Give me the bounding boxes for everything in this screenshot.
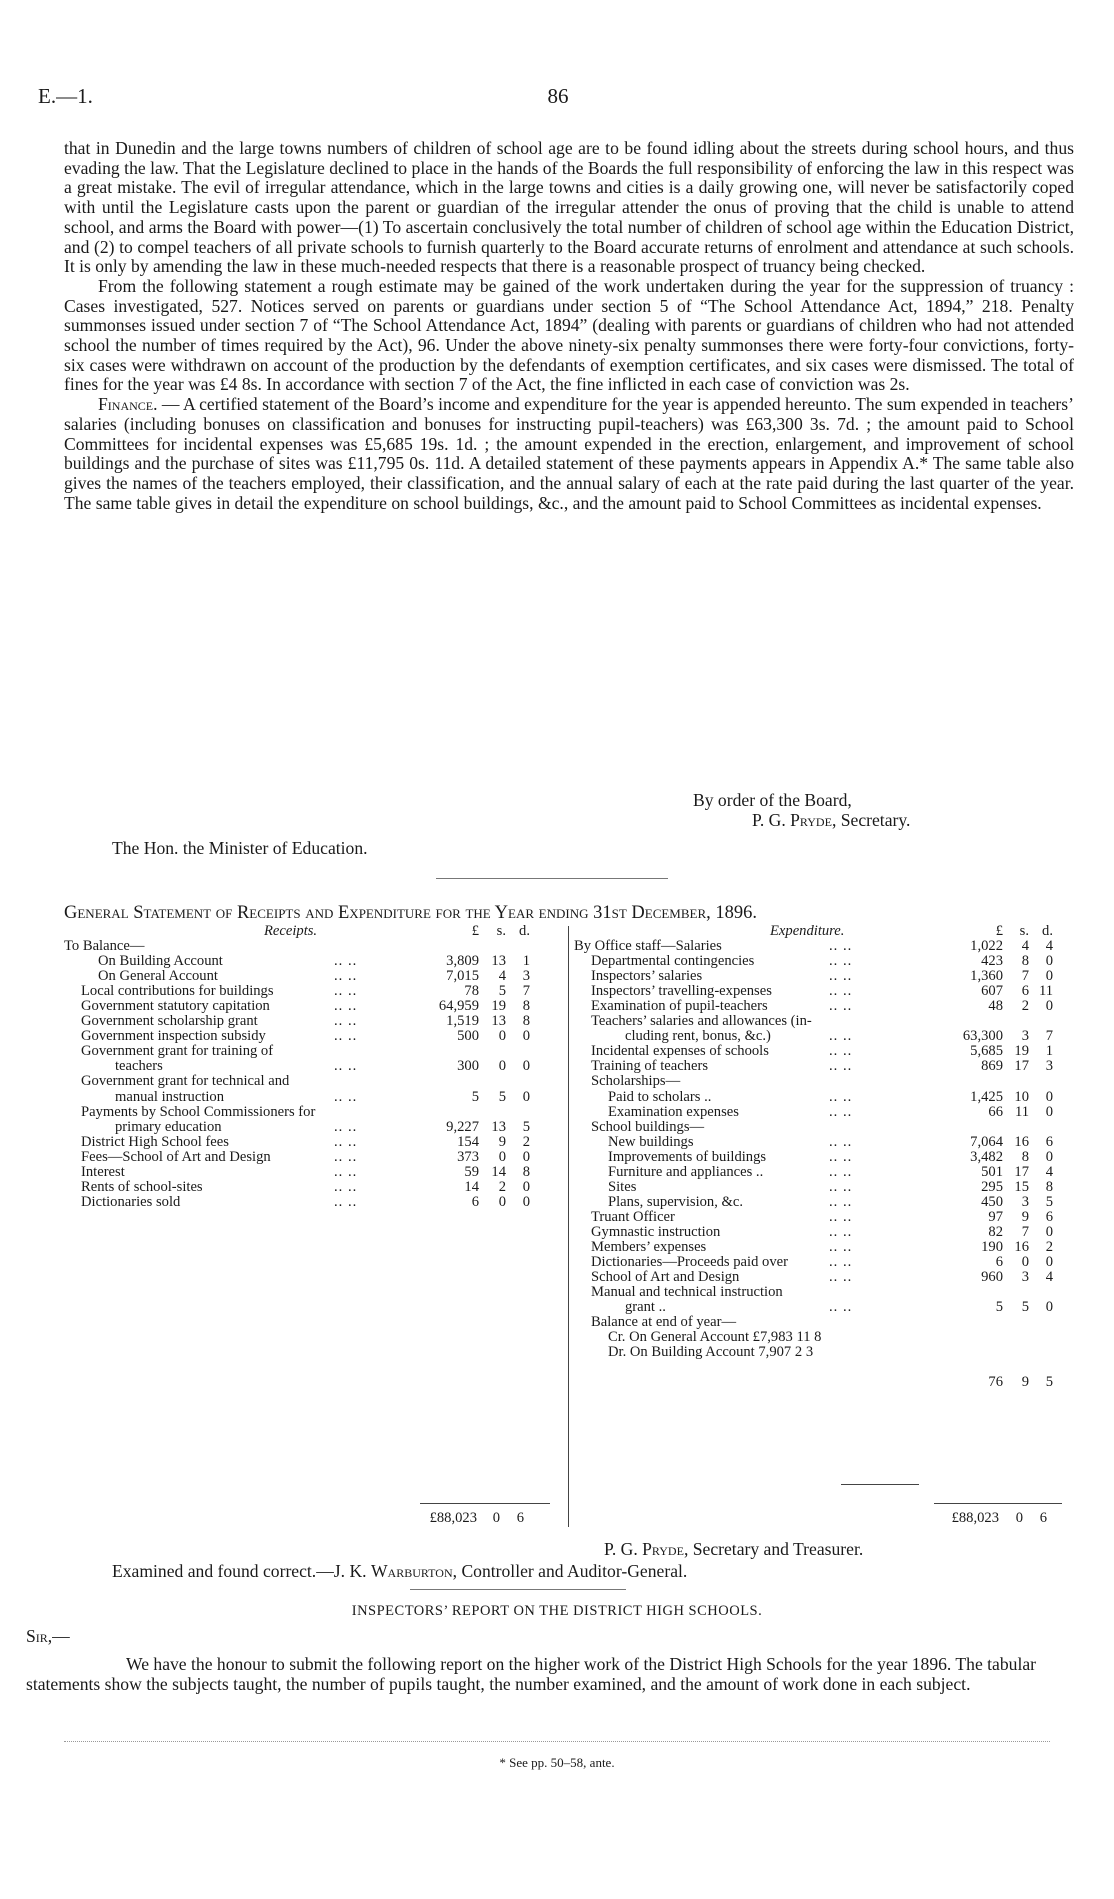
expenditure-leader-dots: .. .. [829,1088,853,1105]
expenditure-label: Teachers’ salaries and allowances (in- [591,1013,812,1030]
expenditure-amount-shillings: 16 [1014,1238,1029,1255]
expenditure-amount-pounds: 48 [988,998,1003,1015]
expenditure-amount-pounds: 97 [988,1208,1003,1225]
receipts-amount-pounds: 373 [457,1148,479,1165]
expenditure-amount-pounds: 607 [981,983,1003,1000]
receipts-label: Fees—School of Art and Design [81,1148,271,1165]
receipts-amount-pounds: 1,519 [446,1013,479,1030]
receipts-row [64,1074,566,1089]
expenditure-amount-shillings: 19 [1014,1043,1029,1060]
expenditure-label: Inspectors’ salaries [591,968,703,985]
expenditure-total [933,1510,1063,1528]
finance-text: — A certified statement of the Board’s income and expenditure for the year is appended hereunto. The sum expended in teachers’ salaries (including bonuses on classification and bonuses for instructing pupil-teachers) was £63,300 3s. 7d. ; the amount paid to School Committees for incidental expenses was £5,685 19s. 1d. ; the amount expended in the erection, enlargement, and improvement of school buildings and the purchase of sites was £11,795 0s. 11d. A detailed statement of these payments appears in Appendix A.* The same table also gives the names of the teachers employed, their classification, and the annual salary of each at the rate paid during the last quarter of the year. The same table gives in detail the expenditure on school buildings, &c., and the amount paid to School Committees as incidental expenses. [64,394,1074,513]
receipts-amount-shillings: 0 [498,1193,506,1210]
expenditure-amount-pence: 0 [1045,998,1053,1015]
expenditure-amount-shillings: 10 [1014,1088,1029,1105]
expenditure-row [574,954,1078,969]
receipts-amount-pounds: 9,227 [446,1118,479,1135]
expenditure-amount-pence: 0 [1045,953,1053,970]
expenditure-amount-shillings: 5 [1021,1299,1029,1316]
expenditure-label: Members’ expenses [591,1238,707,1255]
parliamentary-paper-ref: E.—1. [38,84,93,108]
receipts-label: To Balance— [64,938,145,955]
receipts-leader-dots: .. .. [334,1133,358,1150]
expenditure-amount-pounds: 1,360 [970,968,1003,985]
expenditure-leader-dots: .. .. [829,1028,853,1045]
expenditure-label: cluding rent, bonus, &c.) [625,1028,771,1045]
expenditure-row [574,939,1078,954]
receipts-leader-dots: .. .. [334,1028,358,1045]
expenditure-label: Improvements of buildings [608,1148,767,1165]
receipts-amount-shillings: 14 [491,1163,506,1180]
expenditure-amount-pence: 0 [1045,1223,1053,1240]
receipts-amount-pounds: 64,959 [438,998,479,1015]
receipts-amount-shillings: 5 [498,1088,506,1105]
expenditure-amount-shillings: 9 [1021,1208,1029,1225]
expenditure-amount-pence: 4 [1045,938,1053,955]
receipts-amount-pence: 0 [522,1148,530,1165]
expenditure-label: School of Art and Design [591,1269,740,1286]
expenditure-row [574,999,1078,1014]
receipts-row [64,1090,566,1105]
signoff-secretary [752,810,910,831]
expenditure-row [574,1074,1078,1089]
pounds-header: £ [471,923,479,939]
secretary-title: , Secretary. [831,810,911,830]
treasurer-signature [604,1539,863,1560]
receipts-total-shillings: 0 [492,1510,500,1526]
expenditure-row [574,1044,1078,1059]
auditor-title: , Controller and Auditor-General. [452,1561,688,1581]
receipts-leader-dots: .. .. [334,1058,358,1075]
expenditure-row [574,1375,1078,1390]
pence-header: d. [519,923,530,939]
expenditure-row [574,969,1078,984]
expenditure-amount-shillings: 3 [1021,1028,1029,1045]
expenditure-row [574,1270,1078,1285]
expenditure-amount-shillings: 6 [1021,983,1029,1000]
receipts-amount-shillings: 4 [498,968,506,985]
signoff-order: By order of the Board, [693,790,852,810]
expenditure-row [574,1195,1078,1210]
receipts-amount-shillings: 13 [491,953,506,970]
expenditure-amount-shillings: 11 [1014,1103,1029,1120]
receipts-leader-dots: .. .. [334,953,358,970]
expenditure-label: Inspectors’ travelling-expenses [591,983,772,1000]
balance-subtotal-rule [841,1484,919,1485]
expenditure-amount-pounds: 190 [981,1238,1003,1255]
finance-heading: Finance. [98,394,158,415]
receipts-label: Rents of school-sites [81,1178,203,1195]
receipts-row [64,1165,566,1180]
expenditure-amount-shillings: 8 [1021,953,1029,970]
receipts-row [64,1195,566,1210]
receipts-label: Payments by School Commissioners for [81,1103,316,1120]
expenditure-amount-pounds: 5 [995,1299,1003,1316]
expenditure-label: Furniture and appliances .. [608,1163,764,1180]
page-number: 86 [547,84,569,108]
auditor-signature [112,1561,687,1582]
expenditure-total-shillings: 0 [1015,1510,1023,1526]
expenditure-amount-pounds: 66 [988,1103,1003,1120]
expenditure-row [574,1180,1078,1195]
expenditure-leader-dots: .. .. [829,1208,853,1225]
auditor-name: Warburton [370,1561,453,1581]
receipts-leader-dots: .. .. [334,1193,358,1210]
expenditure-amount-pence: 5 [1045,1374,1053,1391]
receipts-total [421,1510,551,1528]
expenditure-row [574,1150,1078,1165]
receipts-label: Government grant for training of [81,1043,274,1060]
expenditure-label: By Office staff—Salaries [574,938,722,955]
shillings-header: s. [1019,923,1029,939]
receipts-total-pounds: £88,023 [429,1510,477,1526]
expenditure-leader-dots: .. .. [829,1178,853,1195]
expenditure-row [574,1090,1078,1105]
statement-title: General Statement of Receipts and Expenditure for the Year ending 31st December, 1896. [64,903,758,923]
receipts-amount-pence: 8 [522,1013,530,1030]
expenditure-row [574,1315,1078,1330]
expenditure-amount-pence: 2 [1045,1238,1053,1255]
receipts-row [64,969,566,984]
receipts-label: manual instruction [115,1088,225,1105]
receipts-leader-dots: .. .. [334,1118,358,1135]
paragraph-truancy-statistics: From the following statement a rough estimate may be gained of the work undertaken during the year for the suppression of truancy : Cases investigated, 527. Notices served on parents or guardians under section 5 of “The School Attendance Act, 1894,” 218. Penalty summonses issued under section 7 of “The School Attendance Act, 1894” (dealing with parents or guardians of children who had not attended school the number of times required by the Act), 96. Under the above ninety-six penalty summonses there were forty-four convictions, forty-six cases were withdrawn on account of the production by the defendants of exemption certificates, and six cases were dismissed. The total of fines for the year was £4 8s. In accordance with section 7 of the Act, the fine inflicted in each case of conviction was 2s. [64,275,1074,395]
paragraph-finance [64,395,1074,513]
receipts-total-rule [420,1503,550,1504]
expenditure-label: Training of teachers [591,1058,708,1075]
receipts-amount-pounds: 78 [464,983,479,1000]
receipts-leader-dots: .. .. [334,1148,358,1165]
expenditure-label: Balance at end of year— [591,1314,737,1331]
receipts-column [64,924,566,1210]
expenditure-amount-pounds: 295 [981,1178,1003,1195]
expenditure-leader-dots: .. .. [829,1223,853,1240]
auditor-prefix: Examined and found correct.—J. K. [112,1561,371,1581]
expenditure-label: School buildings— [591,1118,705,1135]
expenditure-amount-shillings: 7 [1021,1223,1029,1240]
paragraph-truancy-law: that in Dunedin and the large towns numbers of children of school age are to be found idling about the streets during school hours, and thus evading the law. That the Legislature declined to place in the hands of the Boards the full responsibility of enforcing the law in this respect was a great mistake. The evil of irregular attendance, which in the large towns and cities is a daily growing one, will never be satisfactorily coped with until the Legislature casts upon the parent or guardian of the irregular attender the onus of proving that the child is unable to attend school, and arms the Board with power—(1) To ascertain conclusively the total number of children of school age within the Education District, and (2) to compel teachers of all private schools to furnish quarterly to the Board accurate returns of enrolment and attendance at such schools. It is only by amending the law in these much-needed respects that there is a reasonable prospect of truancy being checked. [64,138,1074,277]
expenditure-amount-pence: 6 [1045,1133,1053,1150]
expenditure-leader-dots: .. .. [829,1269,853,1286]
expenditure-amount-pence: 1 [1045,1043,1053,1060]
receipts-amount-shillings: 2 [498,1178,506,1195]
expenditure-amount-pence: 5 [1045,1193,1053,1210]
expenditure-amount-pounds: 501 [981,1163,1003,1180]
expenditure-label: Truant Officer [591,1208,675,1225]
expenditure-row [574,1165,1078,1180]
secretary-name: P. G. Pryde [752,810,832,830]
expenditure-label: Manual and technical instruction [591,1284,783,1301]
inspectors-report-text [26,1655,1036,1694]
page-header [38,84,1078,114]
expenditure-row [574,1330,1078,1345]
receipts-row [64,954,566,969]
receipts-leader-dots: .. .. [334,1088,358,1105]
expenditure-amount-shillings: 4 [1021,938,1029,955]
receipts-leader-dots: .. .. [334,998,358,1015]
receipts-leader-dots: .. .. [334,1163,358,1180]
receipts-leader-dots: .. .. [334,968,358,985]
receipts-row [64,1029,566,1044]
expenditure-amount-pounds: 6 [995,1254,1003,1271]
expenditure-total-rule [934,1503,1062,1504]
expenditure-row [574,1135,1078,1150]
receipts-amount-shillings: 5 [498,983,506,1000]
expenditure-amount-shillings: 7 [1021,968,1029,985]
expenditure-row [574,1120,1078,1135]
expenditure-amount-pounds: 63,300 [962,1028,1003,1045]
receipts-amount-pence: 8 [522,1163,530,1180]
receipts-label: Government grant for technical and [81,1073,290,1090]
receipts-amount-pence: 2 [522,1133,530,1150]
receipts-row [64,1059,566,1074]
expenditure-label: Incidental expenses of schools [591,1043,769,1060]
treasurer-name: P. G. Pryde [604,1539,684,1559]
expenditure-row [574,1300,1078,1315]
expenditure-leader-dots: .. .. [829,1058,853,1075]
receipts-label: On Building Account [98,953,223,970]
receipts-row [64,1150,566,1165]
expenditure-amount-pounds: 3,482 [970,1148,1003,1165]
receipts-amount-pounds: 5 [471,1088,479,1105]
receipts-amount-pence: 1 [522,953,530,970]
receipts-label: Dictionaries sold [81,1193,181,1210]
expenditure-leader-dots: .. .. [829,1103,853,1120]
expenditure-amount-pence: 3 [1045,1058,1053,1075]
pence-header: d. [1042,923,1053,939]
expenditure-amount-pounds: 450 [981,1193,1003,1210]
report-paragraph: We have the honour to submit the following report on the higher work of the District High Schools for the year 1896. The tabular statements show the subjects taught, the number of pupils taught, the number examined, and the amount of work done in each subject. [26,1654,1036,1694]
receipts-amount-pounds: 59 [464,1163,479,1180]
expenditure-leader-dots: .. .. [829,1193,853,1210]
receipts-amount-pence: 5 [522,1118,530,1135]
receipts-amount-pounds: 154 [457,1133,479,1150]
receipts-label: Government inspection subsidy [81,1028,266,1045]
expenditure-leader-dots: .. .. [829,983,853,1000]
expenditure-row [574,1029,1078,1044]
receipts-row [64,1105,566,1120]
receipts-row [64,1120,566,1135]
salutation: Sir,— [26,1626,70,1646]
expenditure-total-pounds: £88,023 [951,1510,999,1526]
expenditure-label: Departmental contingencies [591,953,755,970]
receipts-label: primary education [115,1118,222,1135]
expenditure-amount-pence: 0 [1045,968,1053,985]
receipts-label: Local contributions for buildings [81,983,274,1000]
expenditure-amount-pence: 0 [1045,1299,1053,1316]
receipts-amount-pence: 7 [522,983,530,1000]
pounds-header: £ [995,923,1003,939]
receipts-label: District High School fees [81,1133,229,1150]
receipts-amount-pounds: 14 [464,1178,479,1195]
receipts-amount-pence: 0 [522,1178,530,1195]
receipts-amount-shillings: 19 [491,998,506,1015]
shillings-header: s. [496,923,506,939]
receipts-row [64,1044,566,1059]
expenditure-amount-shillings: 16 [1014,1133,1029,1150]
expenditure-label: Dictionaries—Proceeds paid over [591,1254,788,1271]
expenditure-amount-pence: 0 [1045,1103,1053,1120]
expenditure-leader-dots: .. .. [829,998,853,1015]
expenditure-label: Plans, supervision, &c. [608,1193,743,1210]
inspectors-report-title: INSPECTORS’ REPORT ON THE DISTRICT HIGH SCHOOLS. [351,1603,763,1619]
expenditure-amount-pence: 0 [1045,1254,1053,1271]
expenditure-amount-pence: 0 [1045,1148,1053,1165]
receipts-amount-shillings: 9 [498,1133,506,1150]
addressee: The Hon. the Minister of Education. [112,838,368,858]
expenditure-total-pence: 6 [1039,1510,1047,1526]
expenditure-label: Cr. On General Account £7,983 11 8 [608,1329,822,1346]
expenditure-amount-shillings: 9 [1021,1374,1029,1391]
expenditure-leader-dots: .. .. [829,1148,853,1165]
receipts-amount-pounds: 300 [457,1058,479,1075]
receipts-row [64,1180,566,1195]
expenditure-leader-dots: .. .. [829,1043,853,1060]
expenditure-amount-pence: 0 [1045,1088,1053,1105]
expenditure-amount-pounds: 869 [981,1058,1003,1075]
expenditure-amount-pence: 11 [1038,983,1053,1000]
expenditure-row [574,1240,1078,1255]
expenditure-row [574,1014,1078,1029]
receipts-amount-pounds: 500 [457,1028,479,1045]
receipts-leader-dots: .. .. [334,1178,358,1195]
expenditure-row [574,1255,1078,1270]
receipts-amount-pence: 3 [522,968,530,985]
expenditure-leader-dots: .. .. [829,1254,853,1271]
receipts-label: Government scholarship grant [81,1013,258,1030]
expenditure-amount-shillings: 8 [1021,1148,1029,1165]
expenditure-amount-pounds: 1,022 [970,938,1003,955]
expenditure-leader-dots: .. .. [829,938,853,955]
expenditure-amount-shillings: 17 [1014,1163,1029,1180]
expenditure-amount-shillings: 17 [1014,1058,1029,1075]
receipts-amount-shillings: 0 [498,1028,506,1045]
expenditure-row [574,1345,1078,1360]
expenditure-amount-pence: 4 [1045,1269,1053,1286]
expenditure-column [574,924,1078,1390]
expenditure-row [574,1210,1078,1225]
receipts-label: Government statutory capitation [81,998,270,1015]
expenditure-amount-shillings: 3 [1021,1193,1029,1210]
receipts-amount-pence: 8 [522,998,530,1015]
expenditure-leader-dots: .. .. [829,1133,853,1150]
expenditure-amount-shillings: 2 [1021,998,1029,1015]
expenditure-header: Expenditure. [770,923,845,939]
receipts-row [64,1135,566,1150]
expenditure-leader-dots: .. .. [829,953,853,970]
expenditure-label: grant .. [625,1299,666,1316]
expenditure-row [574,984,1078,999]
expenditure-label: Examination of pupil-teachers [591,998,768,1015]
expenditure-amount-pence: 7 [1045,1028,1053,1045]
expenditure-amount-shillings: 0 [1021,1254,1029,1271]
receipts-row [64,939,566,954]
section-divider [436,878,668,879]
receipts-row [64,1014,566,1029]
expenditure-leader-dots: .. .. [829,1299,853,1316]
receipts-amount-pounds: 7,015 [446,968,479,985]
expenditure-amount-pounds: 76 [988,1374,1003,1391]
receipts-amount-pence: 0 [522,1088,530,1105]
expenditure-amount-pounds: 82 [988,1223,1003,1240]
footnote: * See pp. 50–58, ante. [499,1755,615,1770]
receipts-row [64,984,566,999]
expenditure-leader-dots: .. .. [829,1238,853,1255]
expenditure-header-row [574,924,1078,939]
section-divider-2 [410,1589,626,1590]
receipts-row [64,999,566,1014]
receipts-amount-shillings: 0 [498,1148,506,1165]
expenditure-amount-pounds: 5,685 [970,1043,1003,1060]
expenditure-amount-shillings: 15 [1014,1178,1029,1195]
expenditure-label: Scholarships— [591,1073,681,1090]
expenditure-label: Gymnastic instruction [591,1223,721,1240]
receipts-amount-pence: 0 [522,1193,530,1210]
footnote-divider [64,1741,1050,1742]
expenditure-label: Dr. On Building Account 7,907 2 3 [608,1344,814,1361]
report-body [64,139,1074,513]
expenditure-leader-dots: .. .. [829,968,853,985]
receipts-label: On General Account [98,968,218,985]
expenditure-amount-pounds: 7,064 [970,1133,1003,1150]
receipts-header-row [64,924,566,939]
receipts-amount-shillings: 13 [491,1118,506,1135]
expenditure-row [574,1225,1078,1240]
expenditure-amount-pence: 8 [1045,1178,1053,1195]
receipts-label: Interest [81,1163,125,1180]
expenditure-label: Paid to scholars .. [608,1088,712,1105]
receipts-leader-dots: .. .. [334,1013,358,1030]
column-divider [568,926,569,1527]
expenditure-leader-dots: .. .. [829,1163,853,1180]
expenditure-amount-pounds: 423 [981,953,1003,970]
receipts-amount-shillings: 13 [491,1013,506,1030]
receipts-amount-pounds: 3,809 [446,953,479,970]
expenditure-amount-pence: 4 [1045,1163,1053,1180]
expenditure-amount-shillings: 3 [1021,1269,1029,1286]
expenditure-label: New buildings [608,1133,694,1150]
receipts-label: teachers [115,1058,163,1075]
expenditure-amount-pounds: 1,425 [970,1088,1003,1105]
receipts-header: Receipts. [264,923,318,939]
expenditure-row [574,1059,1078,1074]
expenditure-amount-pounds: 960 [981,1269,1003,1286]
receipts-amount-shillings: 0 [498,1058,506,1075]
expenditure-label: Sites [608,1178,637,1195]
expenditure-amount-pence: 6 [1045,1208,1053,1225]
expenditure-label: Examination expenses [608,1103,739,1120]
expenditure-row [574,1285,1078,1300]
expenditure-row [574,1360,1078,1375]
receipts-amount-pounds: 6 [471,1193,479,1210]
expenditure-row [574,1105,1078,1120]
receipts-amount-pence: 0 [522,1028,530,1045]
treasurer-title: , Secretary and Treasurer. [683,1539,864,1559]
receipts-leader-dots: .. .. [334,983,358,1000]
receipts-total-pence: 6 [516,1510,524,1526]
receipts-amount-pence: 0 [522,1058,530,1075]
